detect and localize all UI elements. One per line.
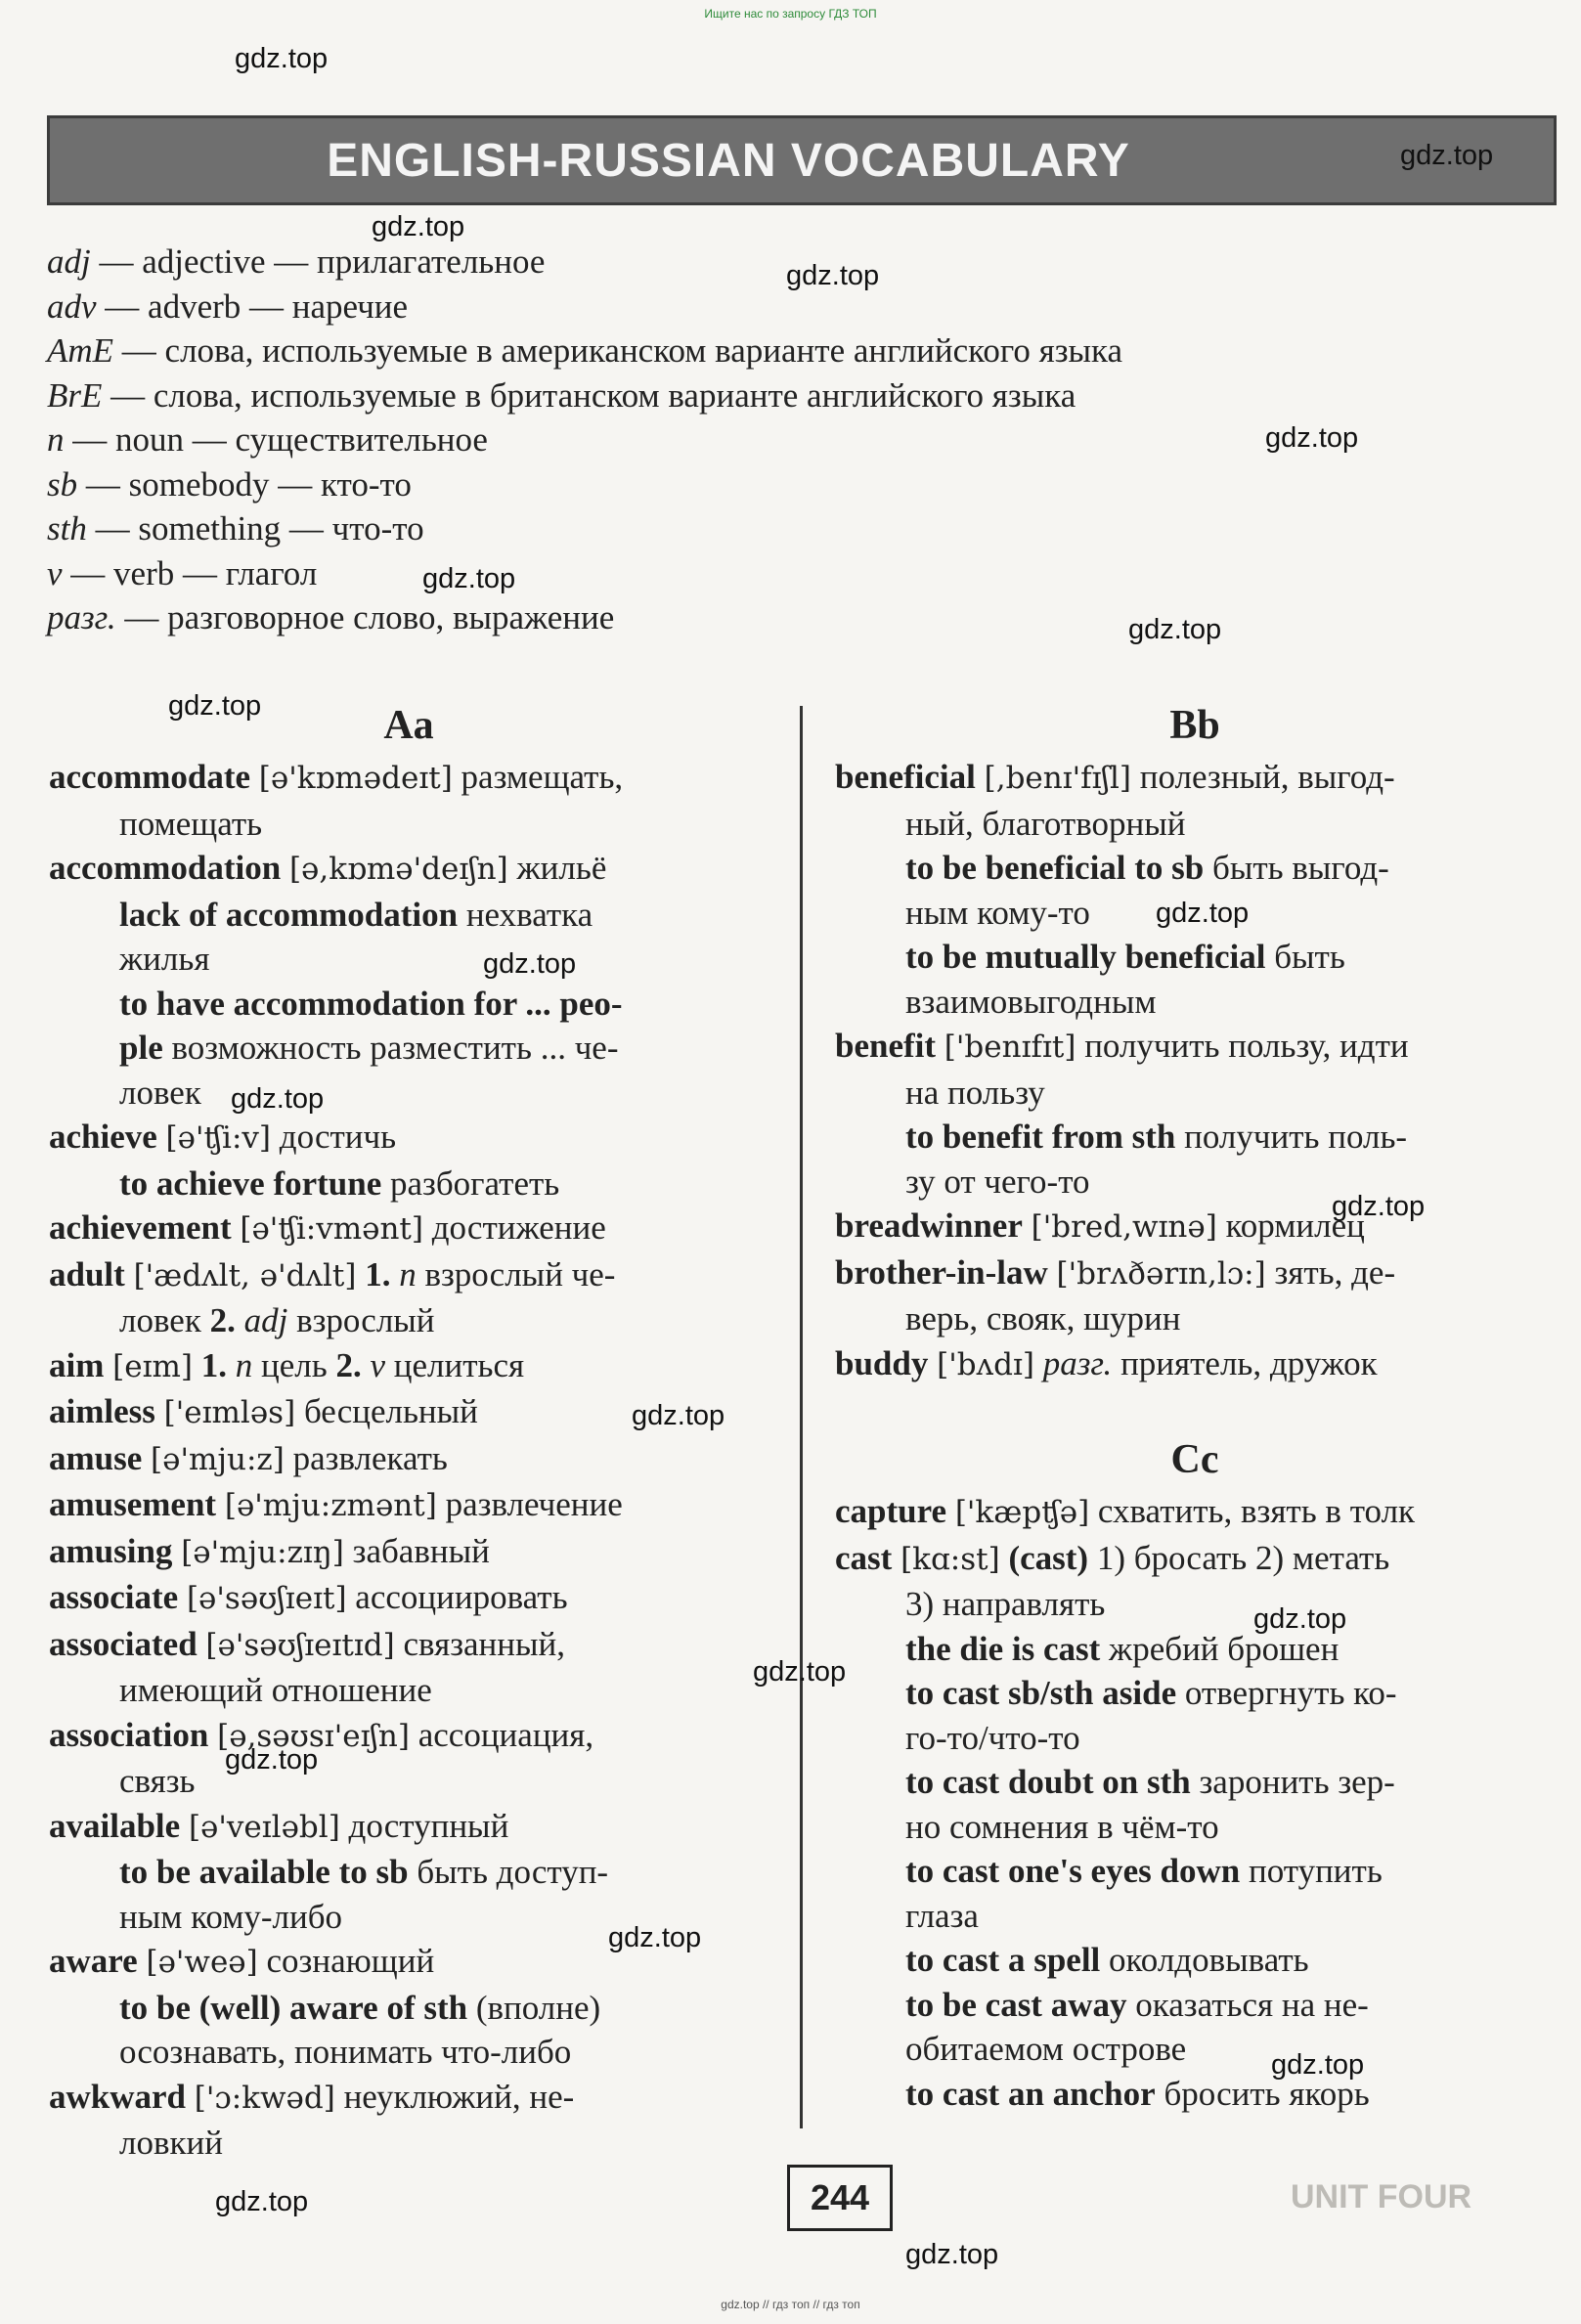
translation: ным кому-то (905, 893, 1090, 932)
dictionary-entry (835, 755, 1555, 802)
grammar-label: v (370, 1345, 385, 1384)
entry-continuation (835, 802, 1555, 847)
headword: aimless (49, 1392, 155, 1430)
entry-continuation (49, 2121, 769, 2166)
dictionary-entry (835, 1489, 1555, 1536)
entries-b (835, 755, 1555, 1387)
translation (356, 1255, 365, 1294)
translation: осознавать, понимать что-либо (119, 2033, 572, 2071)
translation (193, 1346, 201, 1384)
phrase-entry (835, 1627, 1555, 1672)
translation: жильё (507, 849, 607, 887)
phonetic: [ə'kɒmədeɪt] (258, 761, 453, 796)
column-divider (800, 706, 803, 2128)
translation: ным кому-либо (119, 1897, 343, 1936)
translation: взаимовыгодным (905, 982, 1157, 1021)
phonetic: [,benɪ'fɪʃl] (984, 761, 1131, 796)
abbreviation-term: adv (47, 286, 97, 326)
translation: потупить (1240, 1852, 1383, 1890)
dictionary-entry (49, 755, 769, 802)
headword: cast (835, 1538, 893, 1577)
translation (180, 1807, 189, 1845)
translation: развлекать (284, 1438, 448, 1477)
abbreviation-term: sb (47, 464, 78, 504)
abbreviation-term: adj (47, 242, 91, 281)
watermark: gdz.top (1271, 2049, 1365, 2081)
translation (946, 1492, 955, 1530)
headword: the die is cast (905, 1629, 1101, 1668)
dictionary-entry (49, 1115, 769, 1162)
translation: приятель, дружок (1112, 1343, 1378, 1382)
entry-continuation (49, 1759, 769, 1804)
phonetic: ['bʌdɪ] (937, 1346, 1034, 1382)
translation: сознающий (257, 1942, 435, 1980)
translation: верь, свояк, шурин (905, 1299, 1181, 1337)
watermark: gdz.top (1400, 140, 1494, 171)
headword: ple (119, 1029, 163, 1067)
translation (936, 1027, 944, 1065)
headword: accommodate (49, 758, 251, 796)
headword: to cast a spell (905, 1941, 1101, 1979)
watermark: gdz.top (1265, 422, 1359, 454)
translation: бесцельный (295, 1392, 478, 1430)
dictionary-entry (49, 1713, 769, 1760)
phrase-entry (49, 1850, 769, 1895)
headword: to cast an anchor (905, 2074, 1156, 2113)
translation: помещать (119, 804, 263, 843)
translation (281, 849, 289, 887)
grammar-label: разг. (1042, 1343, 1113, 1382)
entry-continuation (835, 1071, 1555, 1116)
headword: 2. (335, 1345, 362, 1384)
phrase-entry (835, 935, 1555, 980)
entry-continuation (49, 1298, 769, 1343)
phonetic: [ə'mju:zmənt] (224, 1488, 437, 1523)
dictionary-entry (49, 1343, 769, 1390)
abbreviation-line (47, 329, 1533, 373)
translation (186, 2078, 195, 2116)
headword: achieve (49, 1118, 157, 1156)
translation: полезный, выгод- (1130, 758, 1395, 796)
abbreviation-meaning: — разговорное слово, выражение (115, 598, 615, 636)
translation: неуклюжий, не- (334, 2077, 575, 2116)
translation: получить поль- (1175, 1118, 1408, 1156)
abbreviation-meaning: — слова, используемые в американском варианте английского языка (113, 331, 1123, 370)
headword: breadwinner (835, 1206, 1023, 1245)
dictionary-entry (835, 1250, 1555, 1297)
phonetic: [kɑ:st] (900, 1541, 1000, 1577)
entry-continuation (49, 802, 769, 847)
phrase-entry (835, 1671, 1555, 1716)
translation: отвергнуть ко- (1176, 1674, 1397, 1712)
phonetic: [ə'səʊʃɪeɪtɪd] (205, 1627, 395, 1663)
entry-continuation (835, 1894, 1555, 1939)
letter-heading-b: Bb (1169, 703, 1220, 748)
watermark: gdz.top (753, 1656, 847, 1688)
entry-continuation (835, 1160, 1555, 1205)
translation: взрослый (287, 1301, 435, 1339)
phrase-entry (835, 1938, 1555, 1983)
translation: ассоциировать (346, 1578, 568, 1616)
grammar-label: adj (243, 1301, 288, 1339)
headword: (cast) (1008, 1538, 1089, 1577)
grammar-label: n (235, 1345, 253, 1384)
abbreviation-term: AmE (47, 331, 114, 370)
headword: capture (835, 1492, 947, 1530)
phrase-entry (49, 893, 769, 938)
dictionary-entry (49, 1622, 769, 1669)
watermark: gdz.top (372, 211, 465, 242)
translation: заронить зер- (1190, 1763, 1395, 1801)
translation: быть выгод- (1204, 849, 1389, 887)
dictionary-entry (49, 2075, 769, 2122)
headword: associated (49, 1624, 198, 1663)
headword: amusement (49, 1485, 217, 1523)
entry-continuation (835, 2027, 1555, 2072)
abbreviation-meaning: — adjective — прилагательное (90, 242, 546, 281)
watermark: gdz.top (905, 2239, 999, 2270)
phonetic: ['kæpʧə] (954, 1495, 1090, 1530)
translation: связанный, (394, 1624, 566, 1663)
watermark: gdz.top (1332, 1191, 1426, 1222)
page-title: ENGLISH-RUSSIAN VOCABULARY (327, 134, 1130, 187)
phrase-entry (49, 982, 769, 1027)
translation: получить пользу, идти (1076, 1027, 1409, 1065)
translation (1034, 1344, 1043, 1382)
watermark: gdz.top (168, 690, 262, 722)
phrase-entry (835, 846, 1555, 891)
translation (104, 1346, 112, 1384)
translation: жребий брошен (1100, 1629, 1339, 1668)
translation: зу от чего-то (905, 1162, 1090, 1201)
abbreviation-meaning: — adverb — наречие (96, 286, 409, 326)
phonetic: [eɪm] (112, 1348, 193, 1384)
translation (208, 1716, 217, 1754)
letter-heading-c: Cc (1170, 1437, 1219, 1482)
translation: быть (1265, 938, 1345, 976)
abbreviation-line (47, 462, 1533, 507)
translation (227, 1346, 236, 1384)
phonetic: [ə'ʧi:v] (165, 1120, 272, 1156)
watermark: gdz.top (786, 260, 880, 291)
headword: to be cast away (905, 1985, 1127, 2024)
abbreviation-line (47, 506, 1533, 551)
top-search-link[interactable]: Ищите нас по запросу ГДЗ ТОП (704, 7, 877, 21)
translation: целиться (385, 1345, 525, 1384)
entry-continuation (49, 1071, 769, 1116)
phonetic: ['benɪfɪt] (944, 1030, 1076, 1065)
translation (892, 1539, 900, 1577)
entry-continuation (835, 1805, 1555, 1850)
translation: но сомнения в чём-то (905, 1807, 1219, 1846)
translation: кормилец (1216, 1206, 1365, 1245)
entry-continuation (49, 937, 769, 982)
abbreviation-meaning: — somebody — кто-то (77, 464, 412, 504)
headword: associate (49, 1578, 179, 1616)
phonetic: ['ɔ:kwəd] (194, 2080, 335, 2116)
translation: взрослый че- (416, 1254, 616, 1294)
abbreviation-line (47, 373, 1533, 418)
translation: глаза (905, 1896, 979, 1935)
translation: возможность разместить ... че- (162, 1029, 619, 1067)
translation: жилья (119, 940, 210, 978)
dictionary-entry (835, 1536, 1555, 1583)
letter-heading-a: Aa (383, 703, 434, 748)
translation: бросить якорь (1155, 2074, 1370, 2113)
translation (157, 1118, 166, 1156)
headword: to benefit from sth (905, 1118, 1176, 1156)
translation: околдовывать (1100, 1941, 1309, 1979)
watermark: gdz.top (235, 43, 329, 74)
headword: to cast doubt on sth (905, 1763, 1191, 1801)
grammar-label: n (399, 1254, 417, 1294)
headword: to have accommodation for ... peo- (119, 984, 623, 1023)
phrase-entry (835, 1849, 1555, 1894)
headword: beneficial (835, 758, 976, 796)
translation (172, 1532, 181, 1570)
headword: to be beneficial to sb (905, 849, 1205, 887)
entry-continuation (49, 2030, 769, 2075)
watermark: gdz.top (1156, 898, 1250, 929)
watermark: gdz.top (215, 2186, 309, 2217)
translation: размещать, (452, 758, 624, 796)
headword: lack of accommodation (119, 895, 459, 934)
headword: aware (49, 1942, 138, 1980)
entry-continuation (835, 980, 1555, 1025)
phonetic: [ə'mju:z] (151, 1441, 285, 1477)
dictionary-entry (49, 1482, 769, 1529)
dictionary-entry (49, 1436, 769, 1483)
translation: ловкий (119, 2124, 223, 2162)
headword: association (49, 1715, 209, 1754)
translation (236, 1301, 244, 1339)
phonetic: ['brʌðərɪn,lɔ:] (1056, 1255, 1266, 1292)
translation: достичь (271, 1118, 397, 1156)
headword: to cast one's eyes down (905, 1852, 1241, 1890)
translation: го-то/что-то (905, 1718, 1080, 1757)
abbreviation-meaning: — something — что-то (86, 509, 424, 548)
headword: amuse (49, 1438, 143, 1477)
dictionary-entry (49, 1529, 769, 1576)
translation (390, 1255, 399, 1294)
translation: имеющий отношение (119, 1671, 432, 1709)
section-gap (835, 1387, 1555, 1430)
phrase-entry (835, 2072, 1555, 2117)
headword: brother-in-law (835, 1252, 1048, 1292)
headword: to achieve fortune (119, 1163, 382, 1203)
translation: доступный (339, 1806, 509, 1845)
translation (1048, 1253, 1057, 1292)
abbreviation-meaning: — noun — существительное (64, 420, 488, 459)
headword: benefit (835, 1027, 937, 1065)
abbreviation-meaning: — verb — глагол (62, 553, 318, 592)
headword: to cast sb/sth aside (905, 1674, 1177, 1712)
translation (250, 758, 259, 796)
phrase-entry (49, 1986, 769, 2031)
abbreviation-term: BrE (47, 375, 103, 415)
headword: adult (49, 1254, 125, 1294)
translation: развлечение (436, 1485, 623, 1523)
phonetic: [ə'veɪləbl] (188, 1809, 340, 1845)
watermark: gdz.top (632, 1400, 725, 1431)
bleed-through-text: UNIT FOUR (1291, 2178, 1472, 2215)
headword: awkward (49, 2077, 187, 2116)
translation: обитаемом острове (905, 2030, 1187, 2068)
headword: amusing (49, 1531, 173, 1570)
headword: accommodation (49, 849, 282, 887)
translation: ный, благотворный (905, 804, 1186, 843)
phonetic: ['bred,wɪnə] (1031, 1209, 1217, 1245)
dictionary-entry (835, 1341, 1555, 1388)
entry-continuation (835, 1296, 1555, 1341)
translation: связь (119, 1762, 196, 1800)
translation (178, 1578, 187, 1616)
abbreviation-line (47, 551, 1533, 596)
dictionary-entry (49, 1206, 769, 1252)
translation (1023, 1206, 1032, 1245)
translation: схватить, взять в толк (1089, 1492, 1416, 1530)
entry-continuation (49, 1026, 769, 1071)
translation: ассоциация, (409, 1715, 594, 1754)
watermark: gdz.top (225, 1744, 319, 1776)
translation: на пользу (905, 1073, 1045, 1112)
translation: зять, де- (1265, 1252, 1396, 1292)
phonetic: [ə,səʊsɪ'eɪʃn] (217, 1718, 410, 1754)
headword: 1. (200, 1345, 227, 1384)
headword: 1. (365, 1254, 391, 1294)
translation: забавный (343, 1531, 490, 1570)
translation: ловек (119, 1073, 201, 1112)
translation: достижение (422, 1208, 606, 1247)
translation (142, 1439, 151, 1477)
translation: 1) бросать 2) метать (1088, 1538, 1390, 1577)
translation: оказаться на не- (1126, 1985, 1369, 2024)
vocabulary-banner (47, 115, 1557, 205)
headword: buddy (835, 1343, 929, 1382)
translation: разбогатеть (381, 1163, 560, 1203)
abbreviation-line (47, 595, 1533, 640)
watermark: gdz.top (1128, 614, 1222, 645)
headword: achievement (49, 1208, 232, 1247)
bottom-links[interactable]: gdz.top // гдз топ // гдз топ (721, 2298, 860, 2311)
dictionary-entry (835, 1024, 1555, 1071)
abbreviation-term: v (47, 553, 63, 592)
translation: нехватка (458, 895, 593, 934)
headword: to be (well) aware of sth (119, 1988, 468, 2027)
translation: (вполне) (467, 1988, 601, 2027)
entry-continuation (49, 1668, 769, 1713)
abbreviation-term: sth (47, 509, 87, 548)
phonetic: [ə,kɒmə'deɪʃn] (288, 852, 508, 887)
phrase-entry (835, 1115, 1555, 1160)
abbreviation-meaning: — слова, используемые в британском варианте английского языка (102, 375, 1076, 415)
dictionary-entry (835, 1204, 1555, 1250)
watermark: gdz.top (608, 1922, 702, 1953)
dictionary-entry (49, 1804, 769, 1851)
headword: 2. (209, 1301, 236, 1339)
phonetic: ['eɪmləs] (163, 1395, 296, 1430)
entries-c (835, 1489, 1555, 2116)
translation (216, 1485, 225, 1523)
translation (125, 1255, 134, 1294)
headword: to be available to sb (119, 1853, 409, 1891)
phonetic: ['ædʌlt, ə'dʌlt] (133, 1257, 357, 1294)
page-number: 244 (787, 2165, 893, 2231)
dictionary-entry (49, 846, 769, 893)
watermark: gdz.top (422, 563, 516, 594)
translation (155, 1392, 164, 1430)
translation (928, 1344, 937, 1382)
headword: aim (49, 1345, 105, 1384)
phrase-entry (49, 1162, 769, 1206)
entry-continuation (835, 1716, 1555, 1761)
translation (976, 758, 985, 796)
phonetic: [ə'mju:zɪŋ] (181, 1534, 344, 1570)
abbreviation-term: разг. (47, 598, 116, 636)
watermark: gdz.top (1253, 1603, 1347, 1635)
phonetic: [ə'weə] (146, 1945, 258, 1980)
translation: ловек (119, 1301, 210, 1339)
entry-continuation (835, 1582, 1555, 1627)
translation: быть доступ- (408, 1853, 609, 1891)
headword: to be mutually beneficial (905, 938, 1266, 976)
translation: 3) направлять (905, 1585, 1106, 1623)
watermark: gdz.top (483, 948, 577, 980)
phrase-entry (835, 1983, 1555, 2028)
translation: цель (252, 1345, 336, 1384)
dictionary-entry (49, 1575, 769, 1622)
phonetic: [ə'səʊʃɪeɪt] (186, 1581, 347, 1616)
phrase-entry (835, 1760, 1555, 1805)
phonetic: [ə'ʧi:vmənt] (240, 1211, 423, 1247)
dictionary-entry (49, 1252, 769, 1299)
watermark: gdz.top (231, 1083, 325, 1115)
abbreviation-term: n (47, 420, 65, 459)
headword: available (49, 1806, 181, 1845)
